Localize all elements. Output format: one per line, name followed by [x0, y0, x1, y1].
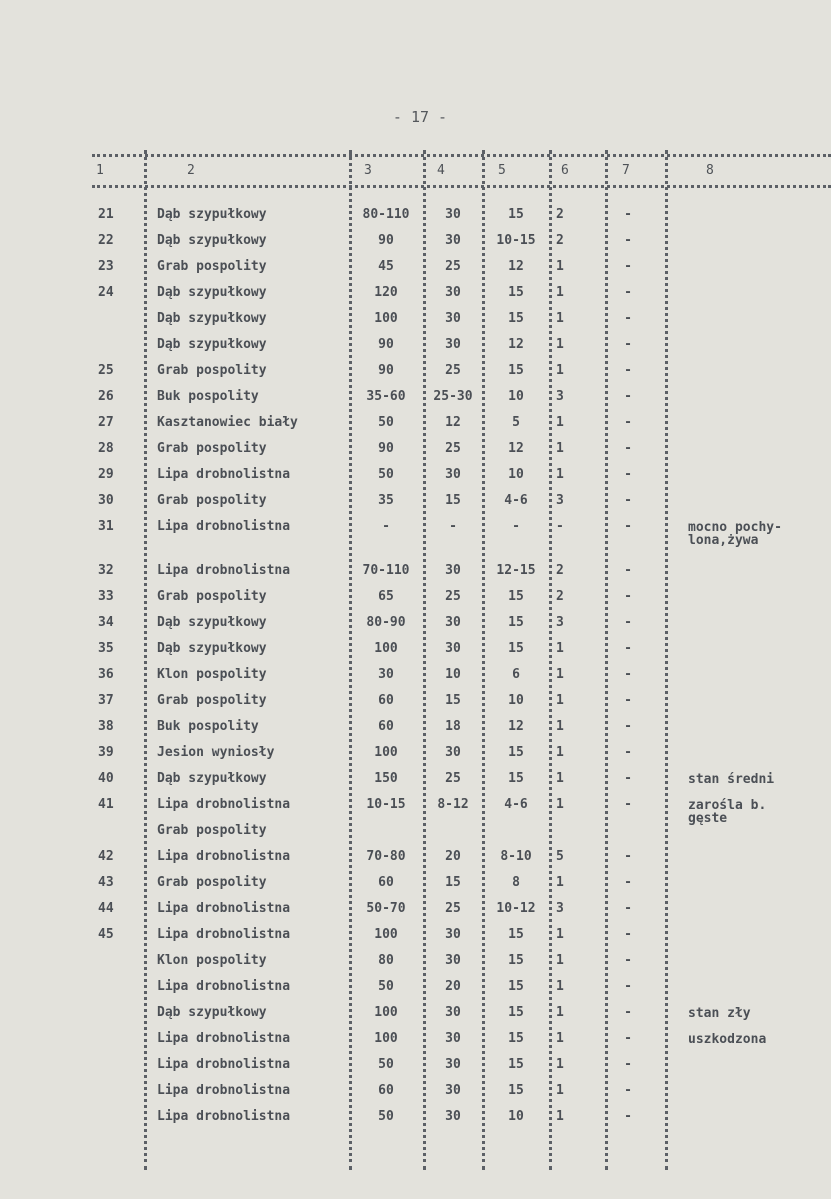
col6-cell: 1 — [556, 1005, 564, 1020]
col7-cell: - — [624, 493, 632, 508]
col3-cell: 10-15 — [366, 797, 406, 812]
col6-cell: 1 — [556, 667, 564, 682]
row-number: 35 — [98, 641, 114, 656]
column-rule — [549, 150, 552, 1170]
col7-cell: - — [624, 389, 632, 404]
col4-cell: 30 — [445, 1005, 461, 1020]
col4-cell: 30 — [445, 927, 461, 942]
col7-cell: - — [624, 1083, 632, 1098]
col3-cell: 60 — [378, 719, 394, 734]
col3-cell: 90 — [378, 441, 394, 456]
col7-cell: - — [624, 589, 632, 604]
col6-cell: 1 — [556, 259, 564, 274]
col5-cell: 15 — [508, 641, 524, 656]
species-cell: Kasztanowiec biały — [157, 415, 298, 430]
remarks-cell: mocno pochy- lona,żywa — [688, 520, 782, 548]
col7-cell: - — [624, 563, 632, 578]
col5-cell: 15 — [508, 745, 524, 760]
col4-cell: 15 — [445, 875, 461, 890]
row-number: 27 — [98, 415, 114, 430]
col5-cell: 12 — [508, 259, 524, 274]
column-header: 6 — [561, 163, 569, 178]
col5-cell: 10 — [508, 693, 524, 708]
col5-cell: 4-6 — [504, 797, 528, 812]
species-cell: Dąb szypułkowy — [157, 337, 267, 352]
col6-cell: 1 — [556, 771, 564, 786]
col7-cell: - — [624, 641, 632, 656]
col7-cell: - — [624, 467, 632, 482]
species-cell: Dąb szypułkowy — [157, 311, 267, 326]
col4-cell: 30 — [445, 641, 461, 656]
col6-cell: 2 — [556, 563, 564, 578]
col4-cell: 20 — [445, 979, 461, 994]
col6-cell: 3 — [556, 615, 564, 630]
col7-cell: - — [624, 1005, 632, 1020]
col4-cell: 8-12 — [437, 797, 469, 812]
col5-cell: 15 — [508, 771, 524, 786]
col3-cell: 70-80 — [366, 849, 406, 864]
col4-cell: 30 — [445, 311, 461, 326]
col4-cell: 30 — [445, 207, 461, 222]
species-cell: Lipa drobnolistna — [157, 849, 291, 864]
col7-cell: - — [624, 875, 632, 890]
col3-cell: - — [382, 519, 390, 534]
col7-cell: - — [624, 207, 632, 222]
col4-cell: 30 — [445, 615, 461, 630]
row-number: 33 — [98, 589, 114, 604]
col6-cell: 1 — [556, 441, 564, 456]
row-number: 23 — [98, 259, 114, 274]
col5-cell: - — [512, 519, 520, 534]
col5-cell: 15 — [508, 1057, 524, 1072]
col5-cell: 12 — [508, 441, 524, 456]
col7-cell: - — [624, 285, 632, 300]
col7-cell: - — [624, 693, 632, 708]
col4-cell: 30 — [445, 233, 461, 248]
col3-cell: 120 — [374, 285, 398, 300]
row-number: 28 — [98, 441, 114, 456]
col4-cell: 10 — [445, 667, 461, 682]
col3-cell: 100 — [374, 1005, 398, 1020]
species-cell: Lipa drobnolistna — [157, 1057, 291, 1072]
col4-cell: 25 — [445, 363, 461, 378]
col7-cell: - — [624, 771, 632, 786]
row-number: 38 — [98, 719, 114, 734]
col5-cell: 15 — [508, 589, 524, 604]
column-header: 5 — [498, 163, 506, 178]
col7-cell: - — [624, 363, 632, 378]
col7-cell: - — [624, 615, 632, 630]
col3-cell: 100 — [374, 641, 398, 656]
row-number: 30 — [98, 493, 114, 508]
species-cell: Grab pospolity — [157, 493, 267, 508]
col6-cell: 2 — [556, 207, 564, 222]
col4-cell: 30 — [445, 1083, 461, 1098]
species-cell: Lipa drobnolistna — [157, 1031, 291, 1046]
col6-cell: 1 — [556, 641, 564, 656]
col5-cell: 15 — [508, 1031, 524, 1046]
col5-cell: 15 — [508, 363, 524, 378]
col3-cell: 100 — [374, 927, 398, 942]
species-cell: Grab pospolity — [157, 363, 267, 378]
table-header-rule — [92, 185, 831, 188]
species-cell: Dąb szypułkowy — [157, 641, 267, 656]
column-header: 2 — [187, 163, 195, 178]
col6-cell: 1 — [556, 719, 564, 734]
col7-cell: - — [624, 337, 632, 352]
col4-cell: 30 — [445, 285, 461, 300]
col4-cell: 15 — [445, 493, 461, 508]
col6-cell: 1 — [556, 467, 564, 482]
col5-cell: 10 — [508, 389, 524, 404]
species-cell: Buk pospolity — [157, 719, 259, 734]
col6-cell: 3 — [556, 389, 564, 404]
col6-cell: - — [556, 519, 564, 534]
col7-cell: - — [624, 849, 632, 864]
col6-cell: 2 — [556, 589, 564, 604]
col3-cell: 90 — [378, 363, 394, 378]
row-number: 32 — [98, 563, 114, 578]
col6-cell: 1 — [556, 797, 564, 812]
col5-cell: 12 — [508, 337, 524, 352]
col6-cell: 1 — [556, 363, 564, 378]
row-number: 34 — [98, 615, 114, 630]
row-number: 26 — [98, 389, 114, 404]
row-number: 40 — [98, 771, 114, 786]
row-number: 31 — [98, 519, 114, 534]
col3-cell: 30 — [378, 667, 394, 682]
col5-cell: 10 — [508, 1109, 524, 1124]
species-cell: Grab pospolity — [157, 441, 267, 456]
col5-cell: 15 — [508, 207, 524, 222]
col5-cell: 10-12 — [496, 901, 536, 916]
col3-cell: 100 — [374, 745, 398, 760]
col5-cell: 8-10 — [500, 849, 532, 864]
col4-cell: 18 — [445, 719, 461, 734]
col6-cell: 1 — [556, 415, 564, 430]
col3-cell: 50 — [378, 979, 394, 994]
row-number: 37 — [98, 693, 114, 708]
col6-cell: 1 — [556, 1057, 564, 1072]
page-number: - 17 - — [392, 108, 448, 126]
species-cell: Grab pospolity — [157, 259, 267, 274]
col3-cell: 50 — [378, 1109, 394, 1124]
col4-cell: 30 — [445, 337, 461, 352]
col5-cell: 8 — [512, 875, 520, 890]
col5-cell: 15 — [508, 979, 524, 994]
row-number: 39 — [98, 745, 114, 760]
col3-cell: 90 — [378, 233, 394, 248]
column-header: 4 — [437, 163, 445, 178]
remarks-cell: stan średni — [688, 772, 775, 787]
col5-cell: 12 — [508, 719, 524, 734]
col3-cell: 60 — [378, 693, 394, 708]
col5-cell: 15 — [508, 1005, 524, 1020]
species-cell: Grab pospolity — [157, 823, 267, 838]
remarks-cell: zarośla b. gęste — [688, 798, 767, 826]
col7-cell: - — [624, 415, 632, 430]
col6-cell: 5 — [556, 849, 564, 864]
column-header: 7 — [622, 163, 630, 178]
species-cell: Dąb szypułkowy — [157, 285, 267, 300]
col6-cell: 1 — [556, 875, 564, 890]
species-cell: Dąb szypułkowy — [157, 233, 267, 248]
row-number: 44 — [98, 901, 114, 916]
species-cell: Klon pospolity — [157, 667, 267, 682]
col3-cell: 50-70 — [366, 901, 406, 916]
col3-cell: 80 — [378, 953, 394, 968]
col6-cell: 2 — [556, 233, 564, 248]
row-number: 42 — [98, 849, 114, 864]
row-number: 41 — [98, 797, 114, 812]
col3-cell: 100 — [374, 311, 398, 326]
col6-cell: 1 — [556, 1083, 564, 1098]
col3-cell: 50 — [378, 467, 394, 482]
col7-cell: - — [624, 953, 632, 968]
col5-cell: 15 — [508, 285, 524, 300]
col3-cell: 50 — [378, 1057, 394, 1072]
col5-cell: 15 — [508, 927, 524, 942]
col3-cell: 45 — [378, 259, 394, 274]
species-cell: Lipa drobnolistna — [157, 797, 291, 812]
species-cell: Lipa drobnolistna — [157, 467, 291, 482]
col7-cell: - — [624, 1109, 632, 1124]
col7-cell: - — [624, 667, 632, 682]
column-header: 8 — [706, 163, 714, 178]
col3-cell: 150 — [374, 771, 398, 786]
col5-cell: 10-15 — [496, 233, 536, 248]
col4-cell: 30 — [445, 1057, 461, 1072]
col4-cell: 25-30 — [433, 389, 473, 404]
col7-cell: - — [624, 745, 632, 760]
col5-cell: 12-15 — [496, 563, 536, 578]
col4-cell: 30 — [445, 1109, 461, 1124]
col6-cell: 1 — [556, 311, 564, 326]
species-cell: Lipa drobnolistna — [157, 1083, 291, 1098]
col5-cell: 15 — [508, 1083, 524, 1098]
col3-cell: 65 — [378, 589, 394, 604]
col4-cell: 25 — [445, 901, 461, 916]
species-cell: Klon pospolity — [157, 953, 267, 968]
species-cell: Grab pospolity — [157, 693, 267, 708]
col5-cell: 6 — [512, 667, 520, 682]
column-header: 3 — [364, 163, 372, 178]
remarks-cell: stan zły — [688, 1006, 751, 1021]
species-cell: Lipa drobnolistna — [157, 563, 291, 578]
column-header: 1 — [96, 163, 104, 178]
col7-cell: - — [624, 519, 632, 534]
col6-cell: 1 — [556, 927, 564, 942]
col6-cell: 1 — [556, 337, 564, 352]
col3-cell: 90 — [378, 337, 394, 352]
col4-cell: 25 — [445, 771, 461, 786]
column-rule — [144, 150, 147, 1170]
col3-cell: 60 — [378, 875, 394, 890]
col7-cell: - — [624, 797, 632, 812]
column-rule — [665, 150, 668, 1170]
species-cell: Grab pospolity — [157, 589, 267, 604]
col4-cell: 30 — [445, 467, 461, 482]
row-number: 45 — [98, 927, 114, 942]
col7-cell: - — [624, 1031, 632, 1046]
row-number: 29 — [98, 467, 114, 482]
col7-cell: - — [624, 1057, 632, 1072]
species-cell: Lipa drobnolistna — [157, 901, 291, 916]
col5-cell: 4-6 — [504, 493, 528, 508]
col7-cell: - — [624, 441, 632, 456]
col7-cell: - — [624, 719, 632, 734]
col6-cell: 1 — [556, 285, 564, 300]
species-cell: Dąb szypułkowy — [157, 615, 267, 630]
col5-cell: 15 — [508, 311, 524, 326]
col7-cell: - — [624, 311, 632, 326]
col6-cell: 1 — [556, 953, 564, 968]
row-number: 22 — [98, 233, 114, 248]
table-top-rule — [92, 154, 831, 157]
col4-cell: - — [449, 519, 457, 534]
col6-cell: 1 — [556, 1109, 564, 1124]
col3-cell: 70-110 — [362, 563, 410, 578]
col4-cell: 30 — [445, 745, 461, 760]
col6-cell: 3 — [556, 901, 564, 916]
row-number: 36 — [98, 667, 114, 682]
col4-cell: 20 — [445, 849, 461, 864]
col6-cell: 1 — [556, 979, 564, 994]
col6-cell: 3 — [556, 493, 564, 508]
col7-cell: - — [624, 927, 632, 942]
row-number: 21 — [98, 207, 114, 222]
col3-cell: 80-90 — [366, 615, 406, 630]
col4-cell: 30 — [445, 953, 461, 968]
col4-cell: 15 — [445, 693, 461, 708]
row-number: 43 — [98, 875, 114, 890]
species-cell: Lipa drobnolistna — [157, 519, 291, 534]
species-cell: Dąb szypułkowy — [157, 771, 267, 786]
row-number: 25 — [98, 363, 114, 378]
col4-cell: 30 — [445, 1031, 461, 1046]
col3-cell: 100 — [374, 1031, 398, 1046]
col5-cell: 5 — [512, 415, 520, 430]
col4-cell: 12 — [445, 415, 461, 430]
col5-cell: 10 — [508, 467, 524, 482]
col7-cell: - — [624, 233, 632, 248]
col4-cell: 30 — [445, 563, 461, 578]
species-cell: Dąb szypułkowy — [157, 207, 267, 222]
col7-cell: - — [624, 901, 632, 916]
col3-cell: 60 — [378, 1083, 394, 1098]
col4-cell: 25 — [445, 259, 461, 274]
species-cell: Grab pospolity — [157, 875, 267, 890]
col3-cell: 50 — [378, 415, 394, 430]
species-cell: Dąb szypułkowy — [157, 1005, 267, 1020]
col3-cell: 35 — [378, 493, 394, 508]
species-cell: Lipa drobnolistna — [157, 927, 291, 942]
col4-cell: 25 — [445, 441, 461, 456]
col5-cell: 15 — [508, 953, 524, 968]
row-number: 24 — [98, 285, 114, 300]
species-cell: Lipa drobnolistna — [157, 979, 291, 994]
col7-cell: - — [624, 259, 632, 274]
col7-cell: - — [624, 979, 632, 994]
col3-cell: 35-60 — [366, 389, 406, 404]
col6-cell: 1 — [556, 693, 564, 708]
col6-cell: 1 — [556, 745, 564, 760]
species-cell: Jesion wyniosły — [157, 745, 275, 760]
col5-cell: 15 — [508, 615, 524, 630]
col6-cell: 1 — [556, 1031, 564, 1046]
species-cell: Buk pospolity — [157, 389, 259, 404]
col4-cell: 25 — [445, 589, 461, 604]
species-cell: Lipa drobnolistna — [157, 1109, 291, 1124]
remarks-cell: uszkodzona — [688, 1032, 767, 1047]
col3-cell: 80-110 — [362, 207, 410, 222]
